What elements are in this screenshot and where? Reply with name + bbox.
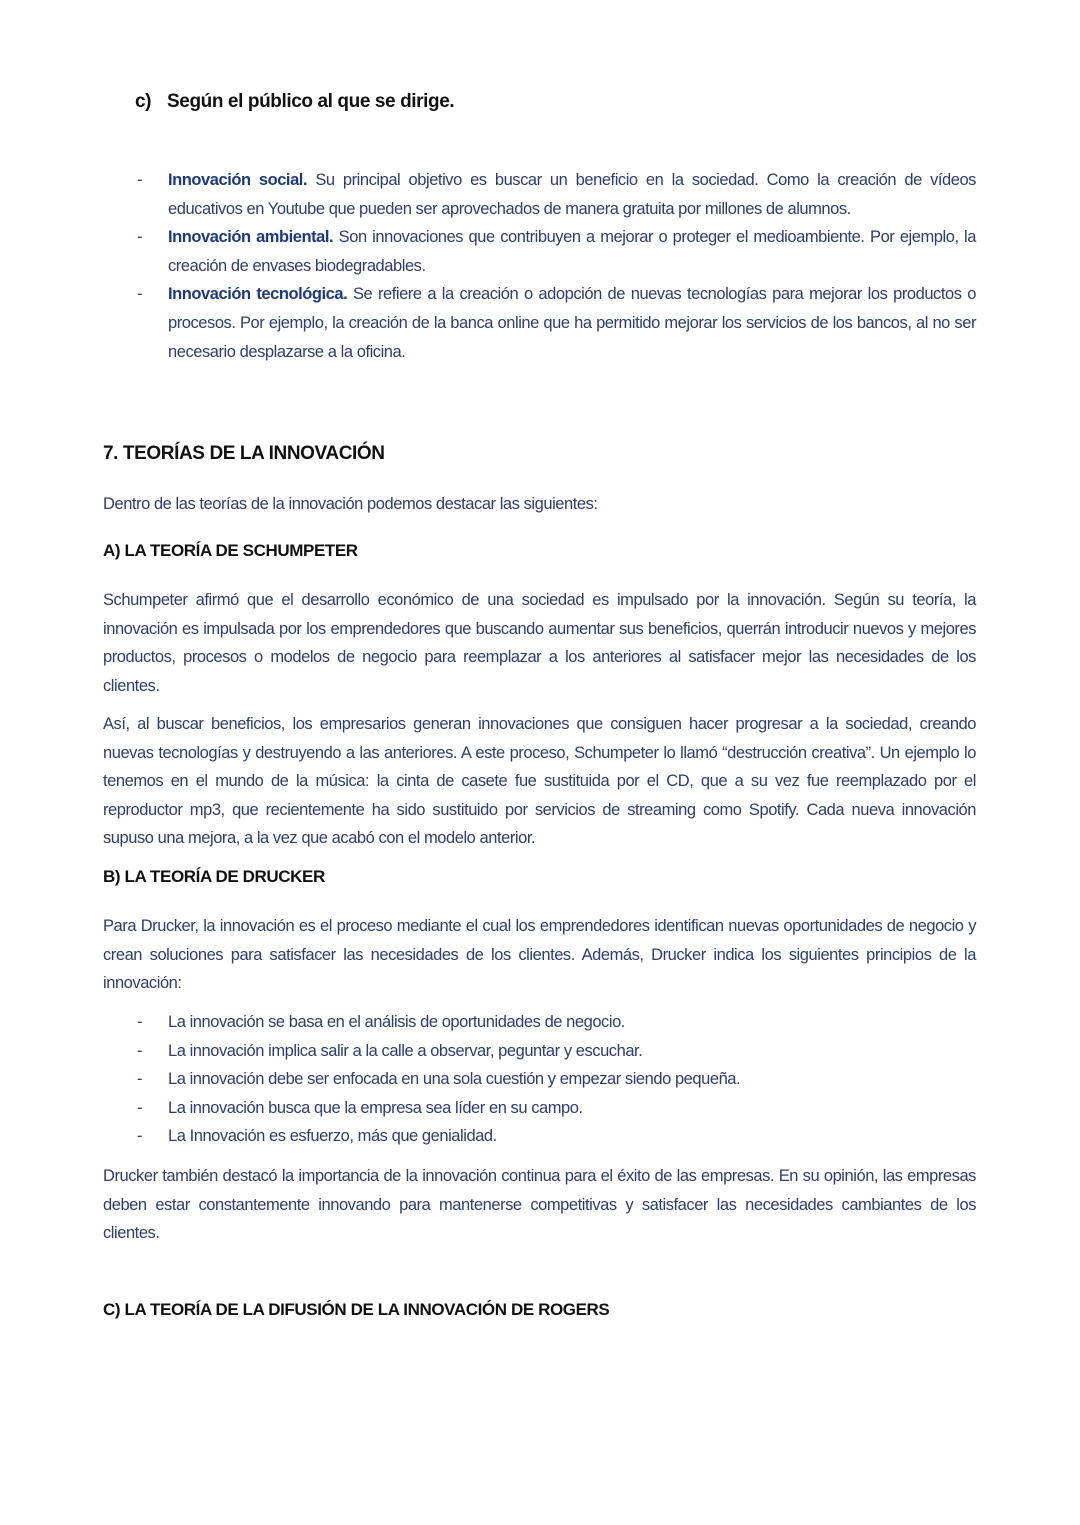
item-text: Su principal objetivo es buscar un beneficio en la sociedad. Como la creación de vídeos educativos en Youtube que pueden ser aprovechados de manera gratuita por millones de alumnos. bbox=[168, 171, 976, 218]
drucker-paragraph-2: Drucker también destacó la importancia de la innovación continua para el éxito de las empresas. En su opinión, las empresas deben estar constantemente innovando para mantenerse competitivas y satisfacer las necesidades cambiantes de los clientes. bbox=[103, 1167, 976, 1243]
list-item: - La Innovación es esfuerzo, más que genialidad. bbox=[137, 1127, 497, 1146]
schumpeter-title: A) LA TEORÍA DE SCHUMPETER bbox=[103, 541, 358, 560]
list-item: - La innovación implica salir a la calle a observar, peguntar y escuchar. bbox=[137, 1041, 643, 1060]
section-c-title: Según el público al que se dirige. bbox=[167, 91, 455, 112]
list-item: - La innovación debe ser enfocada en una sola cuestión y empezar siendo pequeña. bbox=[137, 1070, 741, 1089]
item-text: La innovación busca que la empresa sea líder en su campo. bbox=[168, 1098, 583, 1117]
item-term: Innovación social. bbox=[168, 171, 308, 189]
list-item: - Innovación social. Su principal objetivo es buscar un beneficio en la sociedad. Como la creación de vídeos educativos en Youtube que pueden ser aprovechados de manera gratuita por millones de alumnos. bbox=[137, 171, 976, 218]
item-text: La innovación se basa en el análisis de oportunidades de negocio. bbox=[168, 1013, 625, 1031]
drucker-principles-list bbox=[103, 1008, 976, 1151]
list-item: - Innovación tecnológica. Se refiere a la creación o adopción de nuevas tecnologías para mejorar los productos o procesos. Por ejemplo, la creación de la banca online que ha permitido mejorar los servicios de los bancos, al no ser necesario desplazarse a la oficina. bbox=[137, 285, 976, 361]
list-item: - La innovación se basa en el análisis de oportunidades de negocio. bbox=[137, 1013, 625, 1031]
section-c-heading bbox=[135, 91, 1008, 113]
item-text: Son innovaciones que contribuyen a mejorar o proteger el medioambiente. Por ejemplo, la creación de envases biodegradables. bbox=[168, 228, 976, 275]
item-text: La Innovación es esfuerzo, más que genialidad. bbox=[168, 1127, 497, 1146]
schumpeter-paragraph-2: Así, al buscar beneficios, los empresarios generan innovaciones que consiguen hacer progresar a la sociedad, creando nuevas tecnologías y destruyendo a las anteriores. A este proceso, Schumpeter lo llamó “destrucción creativa”. Un ejemplo lo tenemos en el mundo de la música: la cinta de casete fue sustituida por el CD, que a su vez fue reemplazado por el reproductor mp3, que recientemente ha sido sustituido por servicios de streaming como Spotify. Cada nueva innovación supuso una mejora, a la vez que acabó con el modelo anterior. bbox=[103, 715, 976, 848]
rogers-title: C) LA TEORÍA DE LA DIFUSIÓN DE LA INNOVACIÓN DE ROGERS bbox=[103, 1300, 610, 1319]
schumpeter-paragraph-1: Schumpeter afirmó que el desarrollo económico de una sociedad es impulsado por la innovación. Según su teoría, la innovación es impulsada por los emprendedores que buscando aumentar sus beneficios, querrán introducir nuevos y mejores productos, procesos o modelos de negocio para reemplazar a los anteriores al satisfacer mejor las necesidades de los clientes. bbox=[103, 591, 976, 695]
section-7-title: 7. TEORÍAS DE LA INNOVACIÓN bbox=[103, 443, 385, 464]
section-7-intro: Dentro de las teorías de la innovación podemos destacar las siguientes: bbox=[103, 495, 598, 513]
drucker-paragraph-1: Para Drucker, la innovación es el proceso mediante el cual los emprendedores identifican nuevas oportunidades de negocio y crean soluciones para satisfacer las necesidades de los clientes. Además, Drucker indica los siguientes principios de la innovación: bbox=[103, 917, 976, 993]
list-item: - Innovación ambiental. Son innovaciones que contribuyen a mejorar o proteger el medioambiente. Por ejemplo, la creación de envases biodegradables. bbox=[137, 228, 976, 275]
item-text: La innovación implica salir a la calle a observar, peguntar y escuchar. bbox=[168, 1041, 643, 1060]
item-term: Innovación ambiental. bbox=[168, 228, 334, 247]
audience-list bbox=[103, 166, 976, 366]
item-text: La innovación debe ser enfocada en una sola cuestión y empezar siendo pequeña. bbox=[168, 1070, 741, 1089]
drucker-title: B) LA TEORÍA DE DRUCKER bbox=[103, 867, 325, 886]
list-item: - La innovación busca que la empresa sea líder en su campo. bbox=[137, 1098, 583, 1117]
item-term: Innovación tecnológica. bbox=[168, 285, 348, 304]
section-c-label: c) bbox=[135, 91, 152, 112]
item-text: Se refiere a la creación o adopción de nuevas tecnologías para mejorar los productos o procesos. Por ejemplo, la creación de la banca online que ha permitido mejorar los servicios de los bancos, al no ser necesario desplazarse a la oficina. bbox=[168, 285, 976, 361]
